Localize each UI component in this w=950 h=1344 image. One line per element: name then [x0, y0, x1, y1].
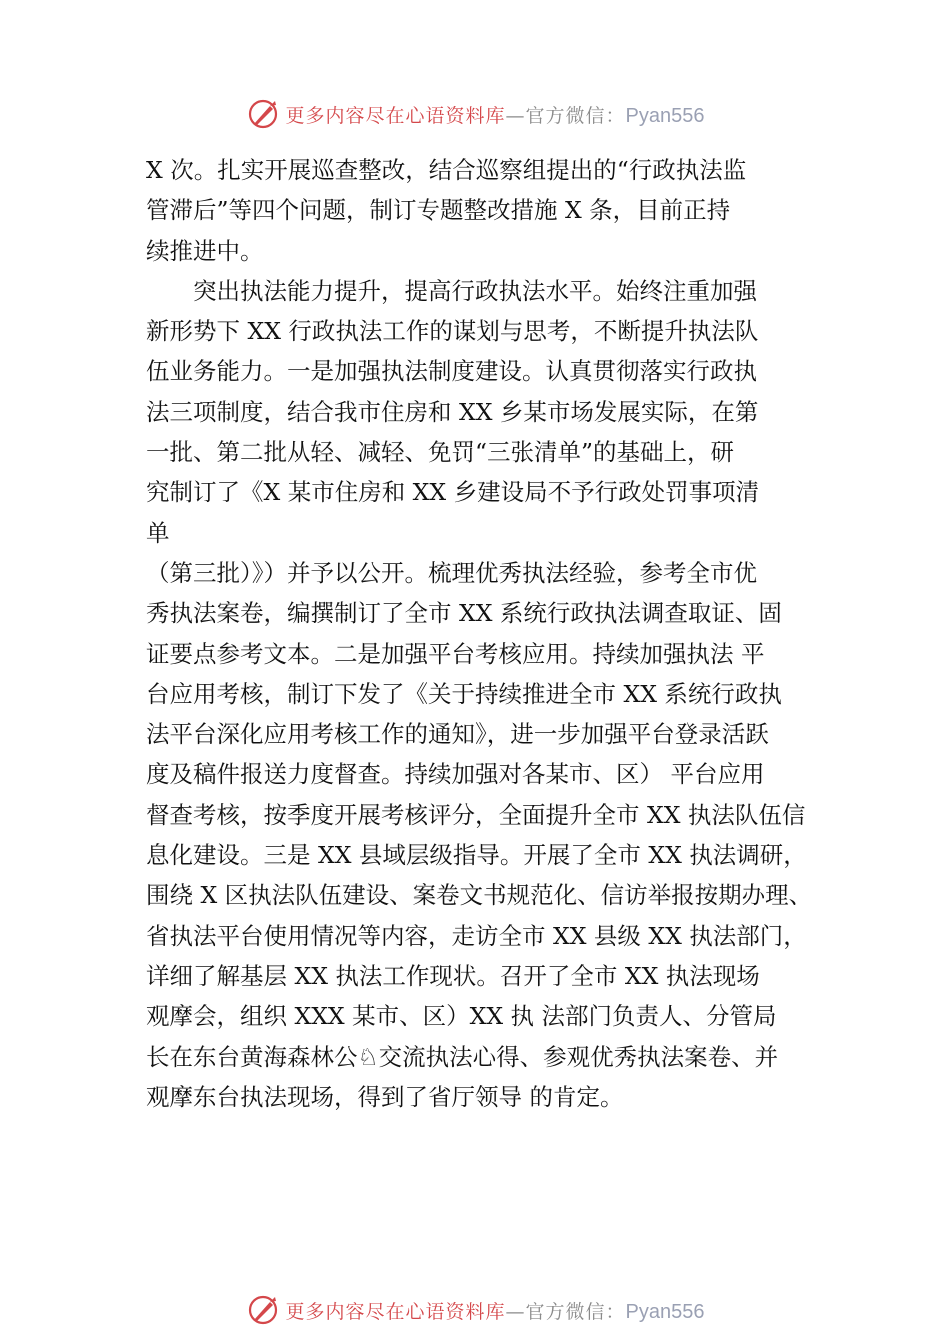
text-line: X 次。扎实开展巡查整改，结合巡察组提出的“行政执法监 [146, 156, 747, 184]
text-line: 省执法平台使用情况等内容，走访全市 XX 县级 XX 执法部门， [146, 921, 807, 950]
text-line: 息化建设。三是 XX 县域层级指导。开展了全市 XX 执法调研， [146, 841, 807, 870]
text-line: 究制订了《X 某市住房和 XX 乡建设局不予行政处罚事项清 [146, 478, 760, 507]
text-line: 秀执法案卷，编撰制订了全市 XX 系统行政执法调查取证、固 [146, 599, 782, 628]
header-brand: 更多内容尽在心语资料库 [285, 104, 506, 127]
text-line: 法三项制度，结合我市住房和 XX 乡某市场发展实际，在第 [146, 397, 759, 426]
text-line: 续推进中。 [146, 236, 264, 265]
text-line: 管滞后”等四个问题，制订专题整改措施 X 条，目前正持 [146, 196, 731, 225]
text-line: 长在东台黄海森林公♘交流执法心得、参观优秀执法案卷、并 [146, 1042, 779, 1071]
header-wechat-id: Pyan556 [625, 104, 705, 127]
footer-wechat-id: Pyan556 [625, 1300, 705, 1323]
footer-wechat-label: 官方微信： [525, 1300, 626, 1323]
text-line: 督查考核，按季度开展考核评分，全面提升全市 XX 执法队伍信 [146, 800, 806, 829]
header-wechat-label: 官方微信： [525, 104, 626, 127]
text-line: 一批、第二批从轻、减轻、免罚“三张清单”的基础上，研 [146, 438, 735, 467]
document-body [146, 150, 846, 1117]
text-line: 突出执法能力提升，提高行政执法水平。始终注重加强 [146, 276, 757, 305]
quill-logo-icon [246, 1293, 280, 1327]
text-line: 法平台深化应用考核工作的通知》，进一步加强平台登录活跃 [146, 720, 769, 749]
header-banner [0, 94, 950, 134]
text-line: 详细了解基层 XX 执法工作现状。召开了全市 XX 执法现场 [146, 961, 760, 990]
text-line: （第三批）》）并予以公开。梳理优秀执法经验，参考全市优 [146, 558, 757, 587]
quill-logo-icon [246, 97, 280, 131]
text-line: 证要点参考文本。二是加强平台考核应用。持续加强执法 平 [146, 639, 765, 668]
footer-separator: — [505, 1300, 526, 1323]
text-line: 新形势下 XX 行政执法工作的谋划与思考，不断提升执法队 [146, 317, 759, 346]
text-line: 度及稿件报送力度督查。持续加强对各某市、区） 平台应用 [146, 760, 765, 789]
footer-banner [0, 1290, 950, 1330]
text-line: 台应用考核，制订下发了《关于持续推进全市 XX 系统行政执 [146, 679, 782, 708]
text-line: 观摩东台执法现场，得到了省厅领导 的肯定。 [146, 1082, 624, 1111]
header-separator: — [505, 104, 526, 127]
footer-brand: 更多内容尽在心语资料库 [285, 1300, 506, 1323]
text-line: 伍业务能力。一是加强执法制度建设。认真贯彻落实行政执 [146, 357, 757, 386]
text-line: 单 [146, 518, 170, 547]
text-line: 围绕 X 区执法队伍建设、案卷文书规范化、信访举报按期办理、 [146, 881, 813, 910]
text-line: 观摩会，组织 XXX 某市、区）XX 执 法部门负责人、分管局 [146, 1002, 777, 1031]
